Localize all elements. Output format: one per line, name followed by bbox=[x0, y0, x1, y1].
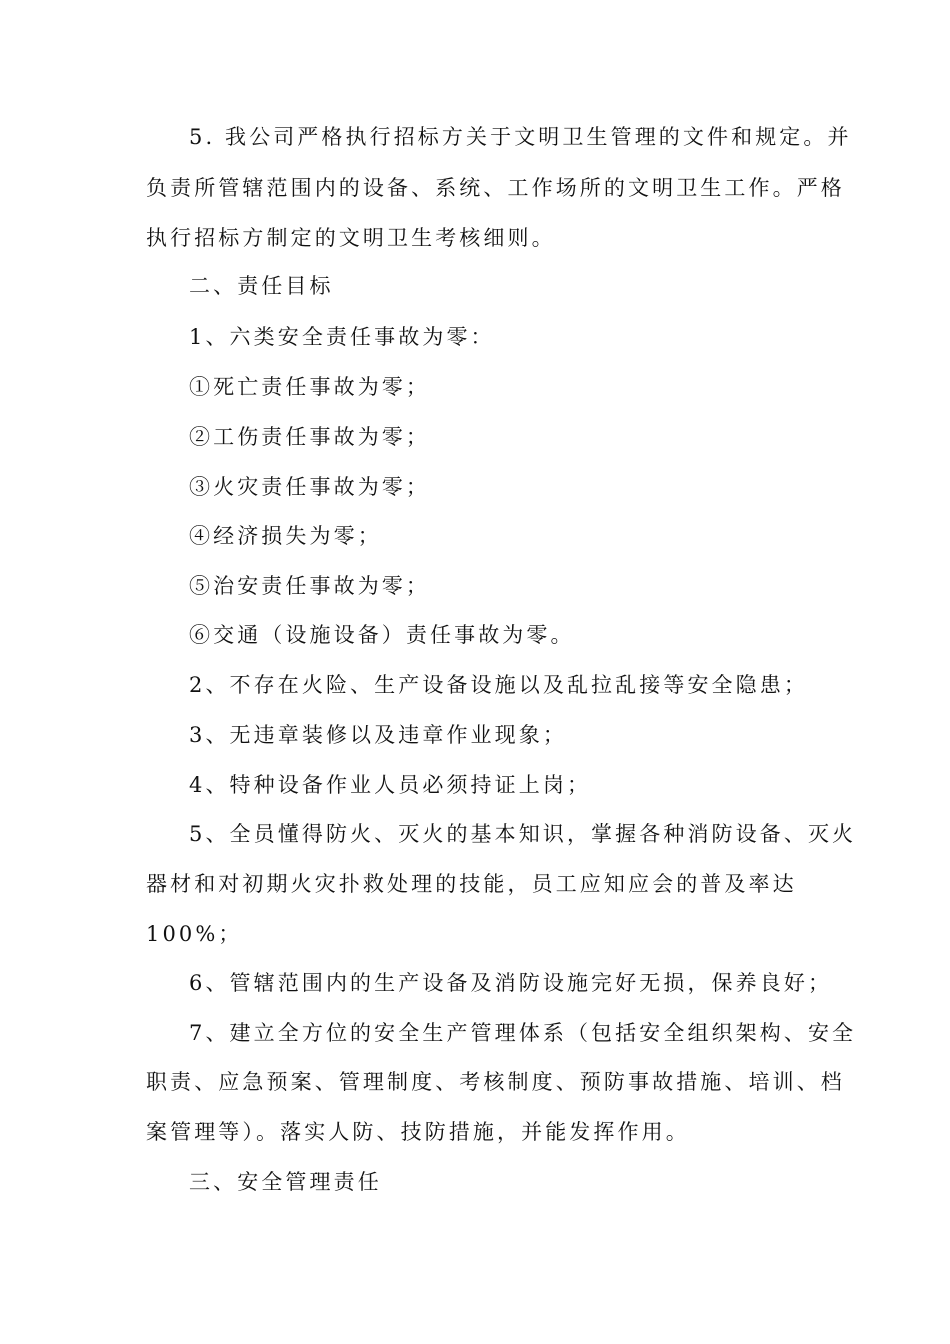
list-item: 2、不存在火险、生产设备设施以及乱拉乱接等安全隐患； bbox=[189, 673, 808, 697]
list-item: ⑤治安责任事故为零； bbox=[189, 574, 430, 598]
list-item: 7、建立全方位的安全生产管理体系（包括安全组织架构、安全 bbox=[189, 1021, 857, 1045]
list-item: 5、全员懂得防火、灭火的基本知识，掌握各种消防设备、灭火 bbox=[189, 822, 857, 846]
list-item: 1、六类安全责任事故为零： bbox=[189, 325, 495, 349]
list-item: 6、管辖范围内的生产设备及消防设施完好无损，保养良好； bbox=[189, 971, 833, 995]
paragraph-line: 案管理等）。落实人防、技防措施，并能发挥作用。 bbox=[146, 1120, 690, 1144]
paragraph-line: 执行招标方制定的文明卫生考核细则。 bbox=[146, 226, 556, 250]
list-item: 4、特种设备作业人员必须持证上岗； bbox=[189, 773, 592, 797]
paragraph-line: 5. 我公司严格执行招标方关于文明卫生管理的文件和规定。并 bbox=[189, 125, 852, 149]
list-item: ②工伤责任事故为零； bbox=[189, 425, 430, 449]
list-item: ⑥交通（设施设备）责任事故为零。 bbox=[189, 623, 575, 647]
section-heading: 三、安全管理责任 bbox=[189, 1170, 382, 1194]
list-item: ①死亡责任事故为零； bbox=[189, 375, 430, 399]
paragraph-line: 100%； bbox=[146, 922, 243, 946]
section-heading: 二、责任目标 bbox=[189, 274, 334, 298]
paragraph-line: 器材和对初期火灾扑救处理的技能，员工应知应会的普及率达 bbox=[146, 872, 797, 896]
paragraph-line: 职责、应急预案、管理制度、考核制度、预防事故措施、培训、档 bbox=[146, 1070, 845, 1094]
list-item: ③火灾责任事故为零； bbox=[189, 475, 430, 499]
list-item: ④经济损失为零； bbox=[189, 524, 382, 548]
paragraph-line: 负责所管辖范围内的设备、系统、工作场所的文明卫生工作。严格 bbox=[146, 176, 845, 200]
list-item: 3、无违章装修以及违章作业现象； bbox=[189, 723, 567, 747]
